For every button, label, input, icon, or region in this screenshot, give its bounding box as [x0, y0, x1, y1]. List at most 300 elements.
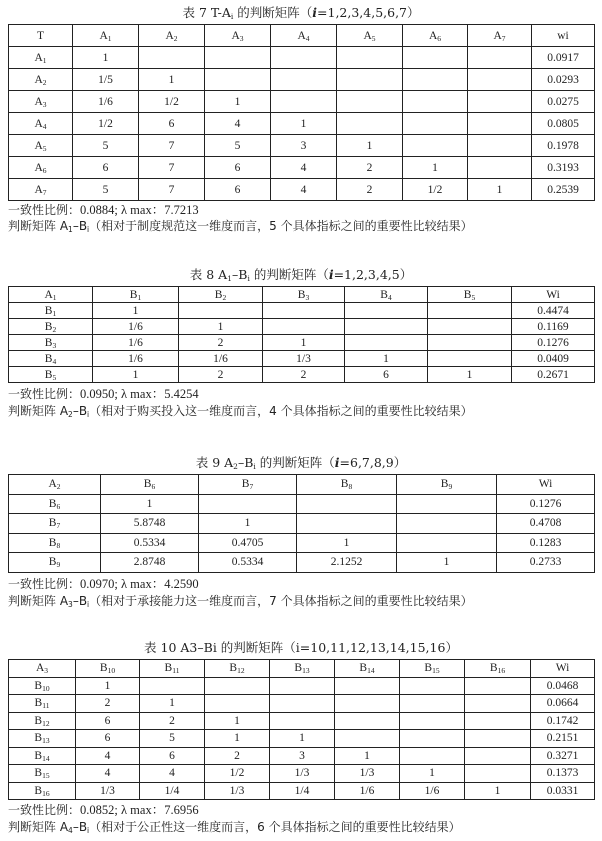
weight-cell: 0.2151 — [531, 730, 595, 748]
label-subscript: 6 — [42, 165, 47, 175]
value-cell: 1/5 — [73, 69, 139, 91]
label-base: B — [34, 767, 43, 780]
weight-cell: 0.0409 — [512, 351, 595, 367]
value-cell: 1 — [465, 782, 531, 800]
header-cell — [335, 660, 400, 678]
value-cell: 1 — [93, 367, 179, 383]
label-subscript: 13 — [42, 736, 50, 746]
weight-cell: 0.1276 — [497, 494, 595, 514]
value-cell — [465, 677, 531, 695]
value-cell: 6 — [73, 157, 139, 179]
header-cell — [345, 287, 428, 303]
row-label-cell — [9, 553, 101, 573]
row-label-cell — [9, 47, 73, 69]
table-7-title: 表 7 $T-A_i$ 的判断矩阵（i=1,2,3,4,5,6,7） — [182, 5, 420, 21]
table-row — [9, 319, 595, 335]
label-base: A — [34, 161, 43, 174]
weight-cell: 0.2733 — [497, 553, 595, 573]
value-cell: 1 — [397, 553, 497, 573]
label-base: B — [44, 304, 53, 317]
table-10-title: 表 10 A3–Bi 的判断矩阵（i=10,11,12,13,14,15,16） — [144, 640, 458, 655]
label-base: B — [440, 478, 449, 491]
label-base: A — [34, 51, 43, 64]
weight-cell: 0.3193 — [532, 157, 595, 179]
label-subscript: 7 — [501, 33, 506, 43]
value-cell — [271, 47, 337, 69]
value-cell — [271, 91, 337, 113]
value-cell — [400, 747, 465, 765]
value-cell: 6 — [205, 157, 271, 179]
label-subscript: 13 — [302, 666, 310, 676]
header-cell — [403, 25, 468, 47]
value-cell — [468, 135, 532, 157]
value-cell: 1 — [345, 351, 428, 367]
weight-cell: 0.4708 — [497, 514, 595, 534]
table-10 — [8, 659, 595, 800]
label-subscript: 5 — [42, 143, 47, 153]
value-cell: 1 — [428, 367, 512, 383]
label-base: wi — [557, 29, 569, 42]
label-subscript: 14 — [42, 753, 50, 763]
value-cell: 1/2 — [73, 113, 139, 135]
header-cell — [263, 287, 345, 303]
value-cell: 3 — [271, 135, 337, 157]
value-cell: 1/3 — [263, 351, 345, 367]
label-base: Wi — [555, 662, 570, 675]
value-cell — [337, 69, 403, 91]
value-cell — [337, 91, 403, 113]
value-cell — [337, 47, 403, 69]
table-row — [9, 135, 595, 157]
value-cell: 1/3 — [205, 782, 270, 800]
label-base: B — [380, 288, 388, 301]
label-base: A — [34, 95, 43, 108]
value-cell: 3 — [270, 747, 335, 765]
label-subscript: 15 — [42, 771, 50, 781]
label-base: A — [35, 662, 45, 675]
label-subscript: 4 — [52, 356, 57, 366]
value-cell: 5 — [73, 135, 139, 157]
value-cell — [468, 91, 532, 113]
label-subscript: 2 — [222, 292, 227, 302]
header-cell — [271, 25, 337, 47]
label-base: B — [48, 497, 57, 510]
table-row — [9, 553, 595, 573]
value-cell: 1 — [263, 335, 345, 351]
value-cell — [403, 135, 468, 157]
label-subscript: 7 — [249, 482, 254, 492]
value-cell: 1 — [205, 730, 270, 748]
header-cell — [9, 25, 73, 47]
value-cell — [335, 695, 400, 713]
weight-cell: 0.1169 — [512, 319, 595, 335]
value-cell — [205, 69, 271, 91]
value-cell: 0.5334 — [199, 553, 297, 573]
header-cell — [337, 25, 403, 47]
table-9 — [8, 474, 595, 573]
value-cell — [140, 677, 205, 695]
table-9-next-matrix-note: 判断矩阵 $A_3-B_i$（相对于承接能力这一维度而言，7 个具体指标之间的重要性比较结果） — [8, 594, 473, 609]
label-subscript: 6 — [56, 501, 61, 511]
value-cell: 1/4 — [270, 782, 335, 800]
weight-cell: 0.0805 — [532, 113, 595, 135]
label-subscript: 10 — [42, 683, 50, 693]
label-subscript: 1 — [107, 33, 112, 43]
label-subscript: 14 — [367, 666, 375, 676]
value-cell: 1 — [270, 730, 335, 748]
value-cell — [297, 514, 397, 534]
value-cell — [428, 351, 512, 367]
table-row — [9, 533, 595, 553]
row-label-cell — [9, 367, 93, 383]
value-cell: 1 — [93, 303, 179, 319]
label-subscript: 3 — [305, 292, 310, 302]
label-subscript: 1 — [52, 292, 57, 302]
label-base: B — [44, 368, 53, 381]
value-cell — [400, 730, 465, 748]
value-cell: 2 — [263, 367, 345, 383]
label-base: A — [48, 478, 57, 491]
value-cell: 1/3 — [335, 765, 400, 783]
value-cell — [263, 319, 345, 335]
label-subscript: 6 — [151, 482, 156, 492]
header-row — [9, 25, 595, 47]
table-7 — [8, 24, 595, 201]
weight-cell: 0.1742 — [531, 712, 595, 730]
value-cell: 4 — [271, 179, 337, 201]
table-row — [9, 351, 595, 367]
table-row — [9, 747, 595, 765]
label-subscript: 15 — [432, 666, 440, 676]
label-subscript: 4 — [387, 292, 392, 302]
label-base: A — [34, 73, 43, 86]
value-cell — [428, 303, 512, 319]
value-cell — [465, 765, 531, 783]
header-cell — [9, 660, 76, 678]
table-8-title: 表 8 $A_1-B_i$ 的判断矩阵（i=1,2,3,4,5） — [189, 267, 413, 283]
label-base: B — [463, 288, 472, 301]
value-cell: 1 — [337, 135, 403, 157]
label-base: B — [34, 749, 43, 762]
value-cell: 1/3 — [270, 765, 335, 783]
label-base: B — [34, 697, 43, 710]
value-cell: 7 — [139, 135, 205, 157]
label-subscript: 7 — [42, 187, 47, 197]
header-cell — [9, 475, 101, 495]
value-cell: 1/3 — [76, 782, 140, 800]
value-cell: 5.8748 — [101, 514, 199, 534]
value-cell: 1 — [76, 677, 140, 695]
value-cell — [468, 157, 532, 179]
value-cell — [400, 695, 465, 713]
label-base: A — [34, 183, 43, 196]
label-subscript: 1 — [42, 55, 47, 65]
label-base: B — [214, 288, 223, 301]
table-row — [9, 677, 595, 695]
weight-cell: 0.1283 — [497, 533, 595, 553]
weight-cell: 0.3271 — [531, 747, 595, 765]
value-cell: 1 — [199, 514, 297, 534]
row-label-cell — [9, 730, 76, 748]
weight-cell: 0.2671 — [512, 367, 595, 383]
header-cell — [297, 475, 397, 495]
label-subscript: 4 — [305, 33, 310, 43]
label-base: A — [165, 29, 174, 42]
label-base: B — [297, 288, 306, 301]
value-cell: 2 — [179, 367, 263, 383]
row-label-cell — [9, 494, 101, 514]
label-subscript: 3 — [239, 33, 244, 43]
label-base: A — [34, 117, 43, 130]
table-row — [9, 157, 595, 179]
table-row — [9, 494, 595, 514]
label-base: B — [34, 732, 43, 745]
table-8-consistency: 一致性比例：0.0950; λ max：5.4254 — [8, 387, 199, 401]
value-cell: 5 — [205, 135, 271, 157]
label-base: B — [229, 662, 238, 675]
table-row — [9, 367, 595, 383]
value-cell: 2 — [76, 695, 140, 713]
header-cell — [179, 287, 263, 303]
value-cell: 1 — [139, 69, 205, 91]
table-row — [9, 91, 595, 113]
value-cell: 1 — [73, 47, 139, 69]
label-subscript: 5 — [52, 372, 57, 382]
header-cell — [428, 287, 512, 303]
label-subscript: 3 — [52, 340, 57, 350]
label-base: B — [359, 662, 368, 675]
table-row — [9, 712, 595, 730]
value-cell: 2 — [179, 335, 263, 351]
value-cell — [205, 695, 270, 713]
header-cell — [93, 287, 179, 303]
label-base: B — [294, 662, 303, 675]
row-label-cell — [9, 113, 73, 135]
table-8-next-matrix-note: 判断矩阵 $A_2-B_i$（相对于购买投入这一维度而言，4 个具体指标之间的重要性比较结果） — [8, 404, 473, 419]
table-row — [9, 765, 595, 783]
label-subscript: 11 — [172, 666, 180, 676]
table-10-next-matrix-note: 判断矩阵 $A_4-B_i$（相对于公正性这一维度而言，6 个具体指标之间的重要性比较结果） — [8, 820, 461, 835]
value-cell — [465, 712, 531, 730]
label-subscript: 16 — [42, 788, 50, 798]
value-cell — [345, 319, 428, 335]
header-row — [9, 475, 595, 495]
value-cell: 2.1252 — [297, 553, 397, 573]
value-cell: 1/6 — [400, 782, 465, 800]
header-cell — [139, 25, 205, 47]
value-cell: 1/2 — [139, 91, 205, 113]
label-base: T — [36, 29, 45, 42]
header-row — [9, 660, 595, 678]
value-cell: 2.8748 — [101, 553, 199, 573]
value-cell — [428, 335, 512, 351]
value-cell — [263, 303, 345, 319]
label-base: Wi — [546, 288, 560, 301]
label-base: B — [48, 556, 57, 569]
value-cell: 4 — [271, 157, 337, 179]
table-9-consistency: 一致性比例：0.0970; λ max：4.2590 — [8, 577, 199, 591]
table-row — [9, 335, 595, 351]
label-subscript: 1 — [137, 292, 142, 302]
value-cell — [297, 494, 397, 514]
value-cell — [335, 677, 400, 695]
label-base: A — [99, 29, 108, 42]
weight-cell: 0.0664 — [531, 695, 595, 713]
value-cell — [335, 712, 400, 730]
value-cell — [205, 677, 270, 695]
label-base: B — [164, 662, 173, 675]
row-label-cell — [9, 303, 93, 319]
header-cell — [76, 660, 140, 678]
value-cell: 4 — [205, 113, 271, 135]
value-cell: 6 — [139, 113, 205, 135]
label-base: B — [48, 517, 57, 530]
value-cell: 7 — [139, 179, 205, 201]
label-base: B — [44, 320, 53, 333]
header-cell — [497, 475, 595, 495]
value-cell — [270, 677, 335, 695]
label-subscript: 12 — [42, 718, 50, 728]
label-base: B — [489, 662, 498, 675]
value-cell: 2 — [140, 712, 205, 730]
label-base: A — [493, 29, 502, 42]
value-cell: 6 — [76, 712, 140, 730]
header-cell — [9, 287, 93, 303]
value-cell: 5 — [73, 179, 139, 201]
value-cell — [403, 47, 468, 69]
weight-cell: 0.0331 — [531, 782, 595, 800]
value-cell: 1 — [297, 533, 397, 553]
label-base: A — [34, 139, 43, 152]
label-base: B — [99, 662, 108, 675]
label-base: B — [241, 478, 250, 491]
header-cell — [531, 660, 595, 678]
value-cell: 1 — [205, 712, 270, 730]
header-cell — [465, 660, 531, 678]
header-cell — [400, 660, 465, 678]
label-subscript: 2 — [173, 33, 178, 43]
table-row — [9, 514, 595, 534]
label-subscript: 11 — [42, 701, 50, 711]
table-row — [9, 782, 595, 800]
label-subscript: 2 — [42, 77, 47, 87]
table-row — [9, 179, 595, 201]
row-label-cell — [9, 351, 93, 367]
label-base: B — [48, 536, 57, 549]
label-subscript: 6 — [437, 33, 442, 43]
label-subscript: 8 — [56, 540, 61, 550]
row-label-cell — [9, 747, 76, 765]
value-cell: 1/6 — [335, 782, 400, 800]
label-subscript: 5 — [371, 33, 376, 43]
value-cell — [403, 69, 468, 91]
weight-cell: 0.2539 — [532, 179, 595, 201]
value-cell — [337, 113, 403, 135]
header-cell — [205, 660, 270, 678]
header-cell — [397, 475, 497, 495]
value-cell: 4 — [76, 747, 140, 765]
header-cell — [532, 25, 595, 47]
label-subscript: 3 — [42, 99, 47, 109]
label-base: A — [44, 288, 53, 301]
value-cell — [397, 533, 497, 553]
row-label-cell — [9, 319, 93, 335]
value-cell — [465, 747, 531, 765]
value-cell: 2 — [205, 747, 270, 765]
label-subscript: 16 — [497, 666, 506, 676]
value-cell — [397, 514, 497, 534]
value-cell: 1 — [400, 765, 465, 783]
value-cell: 1/2 — [403, 179, 468, 201]
label-base: B — [34, 679, 43, 692]
value-cell — [335, 730, 400, 748]
label-subscript: 2 — [52, 324, 57, 334]
value-cell: 0.4705 — [199, 533, 297, 553]
value-cell — [271, 69, 337, 91]
header-cell — [140, 660, 205, 678]
header-cell — [205, 25, 271, 47]
value-cell — [270, 712, 335, 730]
value-cell: 1 — [271, 113, 337, 135]
weight-cell: 0.0468 — [531, 677, 595, 695]
row-label-cell — [9, 765, 76, 783]
row-label-cell — [9, 91, 73, 113]
value-cell: 6 — [76, 730, 140, 748]
value-cell: 1/6 — [93, 335, 179, 351]
value-cell: 1/2 — [205, 765, 270, 783]
value-cell — [465, 730, 531, 748]
label-subscript: 5 — [471, 292, 476, 302]
label-base: B — [340, 478, 349, 491]
value-cell: 2 — [337, 179, 403, 201]
value-cell — [403, 113, 468, 135]
value-cell — [270, 695, 335, 713]
table-row — [9, 47, 595, 69]
row-label-cell — [9, 712, 76, 730]
value-cell: 5 — [140, 730, 205, 748]
label-base: B — [44, 336, 53, 349]
value-cell: 1 — [403, 157, 468, 179]
row-label-cell — [9, 335, 93, 351]
table-7-next-matrix-note: 判断矩阵 $A_1-B_i$（相对于制度规范这一维度而言，5 个具体指标之间的重要性比较结果） — [8, 219, 473, 234]
value-cell — [345, 303, 428, 319]
label-base: A — [231, 29, 240, 42]
value-cell — [465, 695, 531, 713]
value-cell — [400, 712, 465, 730]
table-row — [9, 113, 595, 135]
header-cell — [512, 287, 595, 303]
row-label-cell — [9, 69, 73, 91]
weight-cell: 0.0275 — [532, 91, 595, 113]
row-label-cell — [9, 695, 76, 713]
label-base: A — [297, 29, 306, 42]
value-cell: 1 — [205, 91, 271, 113]
header-row — [9, 287, 595, 303]
value-cell: 1/6 — [179, 351, 263, 367]
row-label-cell — [9, 179, 73, 201]
label-subscript: 1 — [52, 308, 57, 318]
value-cell — [397, 494, 497, 514]
value-cell — [179, 303, 263, 319]
row-label-cell — [9, 514, 101, 534]
value-cell: 1/6 — [73, 91, 139, 113]
header-cell — [73, 25, 139, 47]
table-7-consistency: 一致性比例：0.0884; λ max：7.7213 — [8, 203, 199, 217]
value-cell: 1 — [468, 179, 532, 201]
label-subscript: 8 — [348, 482, 353, 492]
table-8 — [8, 286, 595, 383]
table-row — [9, 303, 595, 319]
